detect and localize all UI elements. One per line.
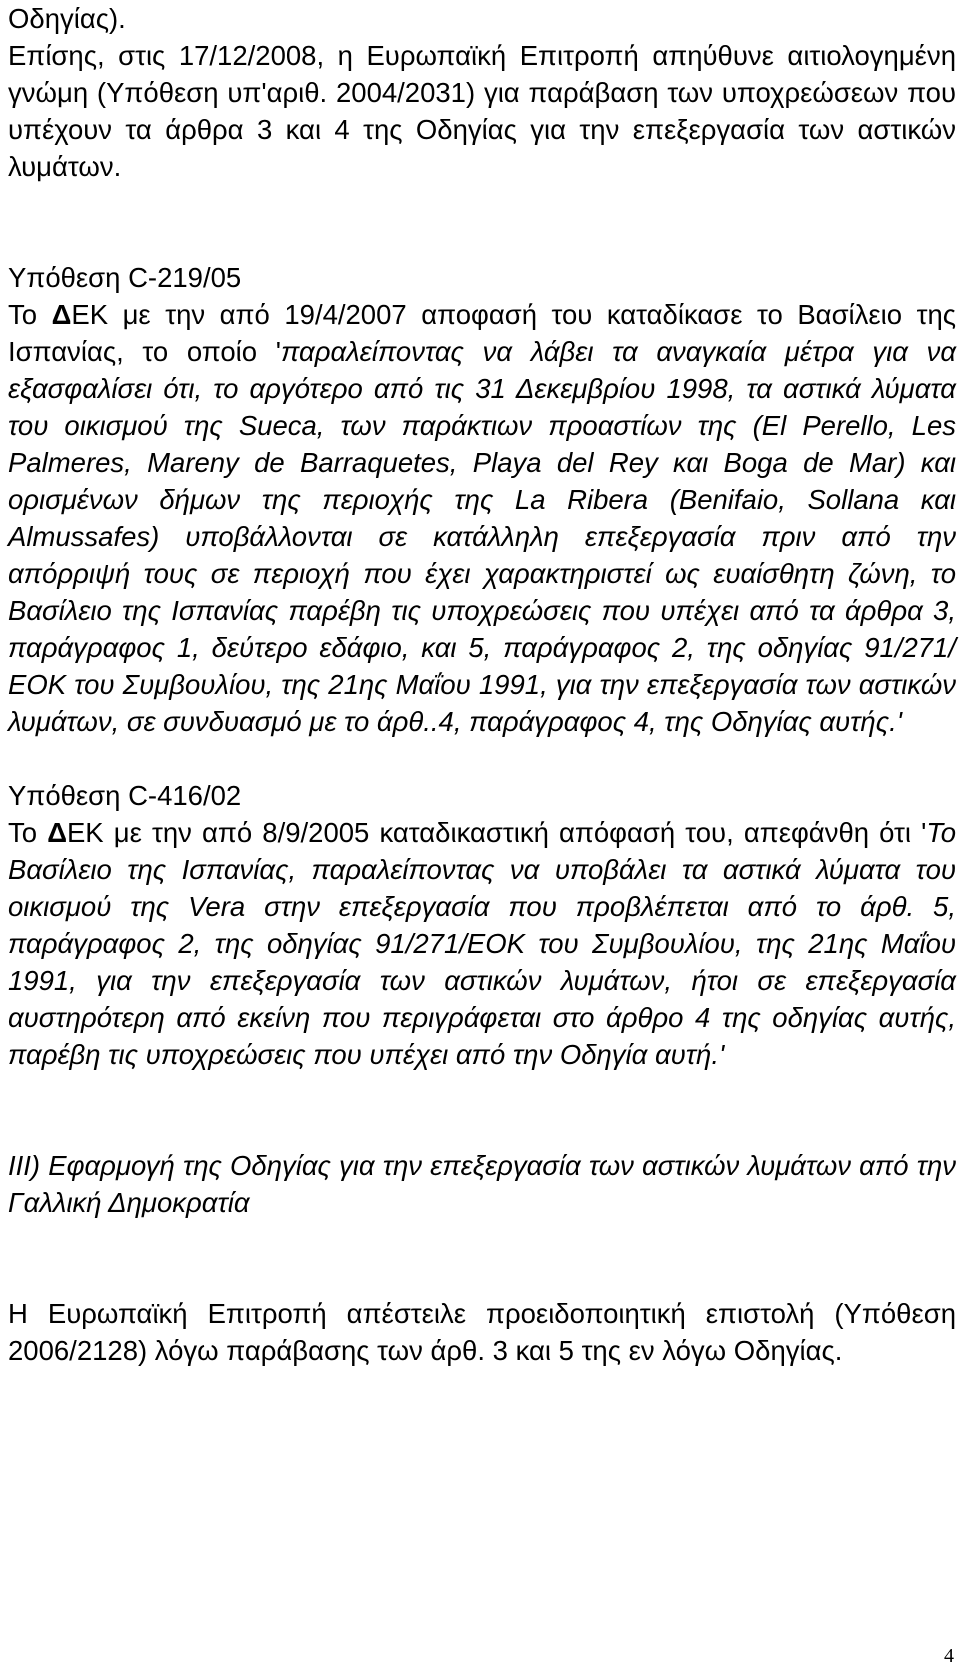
paragraph-formal-notice: Η Ευρωπαϊκή Επιτροπή απέστειλε προειδοποιητική επιστολή (Υπόθεση 2006/2128) λόγω παράβασης των άρθ. 3 και 5 της εν λόγω Οδηγίας. <box>8 1298 956 1366</box>
case-intro-prefix: Το <box>8 299 52 330</box>
case-intro-bold-letter: Δ <box>47 817 67 848</box>
case-heading-c416: Υπόθεση C-416/02 <box>8 780 242 811</box>
spacer <box>8 1221 956 1295</box>
spacer <box>8 185 956 259</box>
case-intro-bold-letter: Δ <box>51 299 72 330</box>
document-page <box>8 0 956 1369</box>
case-text-c219 <box>8 296 956 740</box>
spacer <box>8 1073 956 1147</box>
case-quote: παραλείποντας να λάβει τα αναγκαία μέτρα για να εξασφαλίσει ότι, το αργότερο από τις 31 Δεκεμβρίου 1998, τα αστικά λύματα του οικισμού της Sueca, των παράκτιων προαστίων της (El Perello, Les Palmeres, Mareny de Barraquetes, Playa del Rey και Boga de Mar) και ορισμένων δήμων της περιοχής της La Ribera (Benifaio, Sollana και Almussafes) υποβάλλονται σε κατάλληλη επεξεργασία πριν από την απόρριψή τους σε περιοχή που έχει χαρακτηριστεί ως ευαίσθητη ζώνη, το Βασίλειο της Ισπανίας παρέβη τις υποχρεώσεις που υπέχει από τα άρθρα 3, παράγραφος 1, δεύτερο εδάφιο, και 5, παράγραφος 2, της οδηγίας 91/271/ΕΟΚ του Συμβουλίου, της 21ης Μαΐου 1991, για την επεξεργασία των αστικών λυμάτων, σε συνδυασμό με το άρθ..4, παράγραφος 4, της Οδηγίας αυτής.' <box>8 336 957 737</box>
case-intro-rest: ΕΚ με την από 8/9/2005 καταδικαστική απόφασή του, απεφάνθη ότι ' <box>66 817 927 848</box>
case-text-c416 <box>8 814 956 1073</box>
paragraph-reasoned-opinion: Επίσης, στις 17/12/2008, η Ευρωπαϊκή Επιτροπή απηύθυνε αιτιολογημένη γνώμη (Υπόθεση υπ'αριθ. 2004/2031) για παράβαση των υποχρεώσεων που υπέχουν τα άρθρα 3 και 4 της Οδηγίας για την επεξεργασία των αστικών λυμάτων. <box>8 40 956 182</box>
case-quote: Το Βασίλειο της Ισπανίας, παραλείποντας να υποβάλει τα αστικά λύματα του οικισμού της Vera στην επεξεργασία που προβλέπεται από το άρθ. 5, παράγραφος 2, της οδηγίας 91/271/ΕΟΚ του Συμβουλίου, της 21ης Μαΐου 1991, για την επεξεργασία των αστικών λυμάτων, ήτοι σε επεξεργασία αυστηρότερη από εκείνη που περιγράφεται στο άρθρο 4 της οδηγίας αυτής, παρέβη τις υποχρεώσεις που υπέχει από την Οδηγία αυτή.' <box>8 817 957 1070</box>
case-intro-prefix: Το <box>8 817 48 848</box>
case-intro-rest: ΕΚ με την από 19/4/2007 αποφασή του καταδίκασε το Βασίλειο της Ισπανίας, το οποίο ' <box>8 299 957 367</box>
top-fragment: Οδηγίας). <box>8 3 126 34</box>
spacer <box>8 740 956 777</box>
page-number: 4 <box>944 1645 954 1667</box>
section-heading-france: III) Εφαρμογή της Οδηγίας για την επεξεργασία των αστικών λυμάτων από την Γαλλική Δημοκρατία <box>8 1150 956 1218</box>
case-heading-c219: Υπόθεση C-219/05 <box>8 262 242 293</box>
